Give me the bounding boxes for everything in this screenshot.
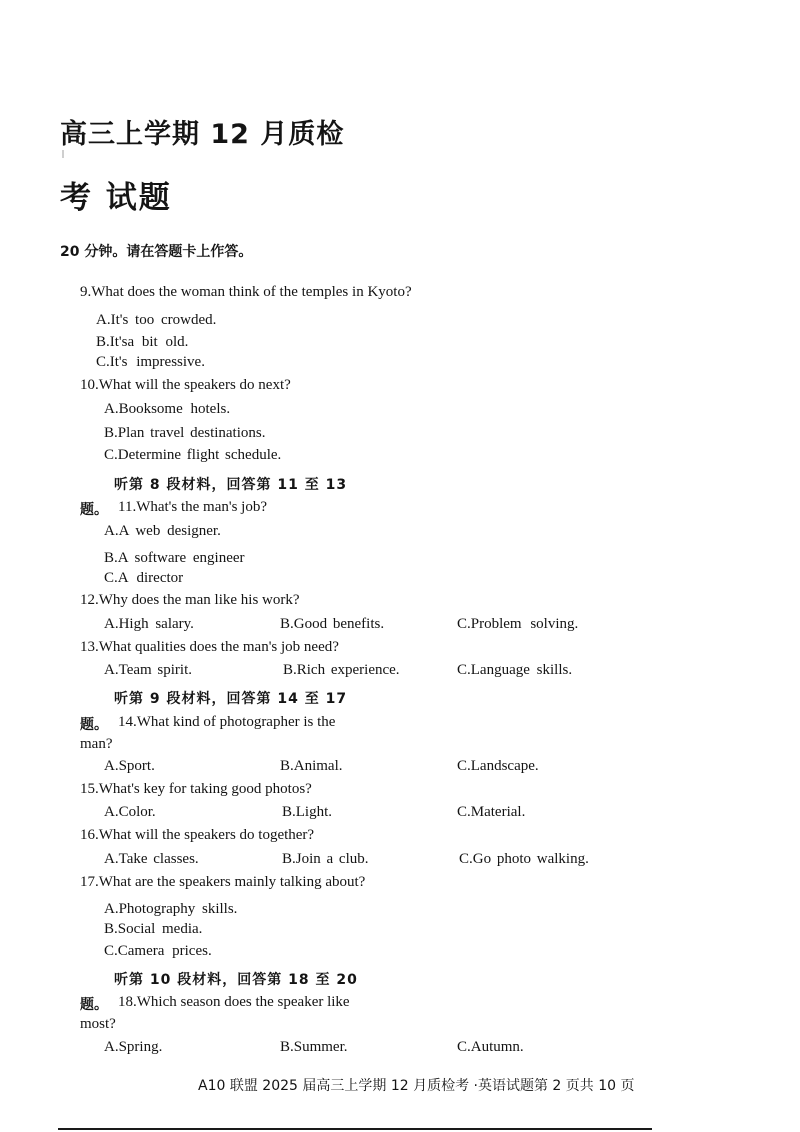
- question-16-option-c: C.Go photo walking.: [459, 851, 589, 867]
- question-10-option-c: C.Determine flight schedule.: [104, 447, 282, 463]
- question-14-option-c: C.Landscape.: [457, 758, 539, 774]
- question-12-option-c: C.Problem solving.: [457, 616, 579, 632]
- question-18-option-a: A.Spring.: [104, 1039, 163, 1055]
- question-10-stem: 10.What will the speakers do next?: [80, 377, 291, 393]
- section-8-heading: 听第 8 段材料，回答第 11 至 13: [114, 477, 348, 493]
- question-12-stem: 12.Why does the man like his work?: [80, 592, 300, 608]
- question-17-option-a: A.Photography skills.: [104, 901, 238, 917]
- question-11-prefix: 题。: [80, 502, 108, 518]
- question-14-stem-continued: man?: [80, 736, 113, 752]
- question-17-option-c: C.Camera prices.: [104, 943, 212, 959]
- bottom-divider: [58, 1128, 652, 1130]
- question-9-option-c: C.It's impressive.: [96, 354, 205, 370]
- page-title: 高三上学期 12 月质检: [60, 119, 345, 150]
- question-15-stem: 15.What's key for taking good photos?: [80, 781, 312, 797]
- question-17-option-b: B.Social media.: [104, 921, 203, 937]
- question-13-stem: 13.What qualities does the man's job need?: [80, 639, 339, 655]
- question-18-prefix: 题。: [80, 997, 108, 1013]
- question-18-option-b: B.Summer.: [280, 1039, 348, 1055]
- exam-instruction: 20 分钟。请在答题卡上作答。: [60, 244, 253, 260]
- question-14-option-a: A.Sport.: [104, 758, 155, 774]
- question-13-option-a: A.Team spirit.: [104, 662, 193, 678]
- question-12-option-a: A.High salary.: [104, 616, 194, 632]
- section-9-heading: 听第 9 段材料，回答第 14 至 17: [114, 691, 348, 707]
- scan-mark: [62, 150, 64, 158]
- question-9-option-a: A.It's too crowded.: [96, 312, 217, 328]
- question-16-option-a: A.Take classes.: [104, 851, 199, 867]
- question-18-stem: 18.Which season does the speaker like: [118, 994, 350, 1010]
- question-15-option-a: A.Color.: [104, 804, 156, 820]
- question-16-option-b: B.Join a club.: [282, 851, 369, 867]
- section-10-heading: 听第 10 段材料，回答第 18 至 20: [114, 972, 358, 988]
- question-13-option-c: C.Language skills.: [457, 662, 573, 678]
- question-18-stem-continued: most?: [80, 1016, 116, 1032]
- question-15-option-c: C.Material.: [457, 804, 526, 820]
- question-13-option-b: B.Rich experience.: [283, 662, 400, 678]
- question-16-stem: 16.What will the speakers do together?: [80, 827, 315, 843]
- question-9-option-b: B.It'sa bit old.: [96, 334, 189, 350]
- question-14-option-b: B.Animal.: [280, 758, 343, 774]
- question-10-option-b: B.Plan travel destinations.: [104, 425, 266, 441]
- question-12-option-b: B.Good benefits.: [280, 616, 385, 632]
- question-11-option-c: C.A director: [104, 570, 184, 586]
- question-15-option-b: B.Light.: [282, 804, 333, 820]
- question-10-option-a: A.Booksome hotels.: [104, 401, 231, 417]
- page-footer: A10 联盟 2025 届高三上学期 12 月质检考 ·英语试题第 2 页共 10 页: [198, 1078, 635, 1094]
- question-11-option-a: A.A web designer.: [104, 523, 221, 539]
- question-14-prefix: 题。: [80, 717, 108, 733]
- question-9-stem: 9.What does the woman think of the temples in Kyoto?: [80, 284, 412, 300]
- question-18-option-c: C.Autumn.: [457, 1039, 524, 1055]
- question-14-stem: 14.What kind of photographer is the: [118, 714, 336, 730]
- page-subtitle: 考 试题: [60, 180, 172, 216]
- question-11-option-b: B.A software engineer: [104, 550, 245, 566]
- question-17-stem: 17.What are the speakers mainly talking about?: [80, 874, 366, 890]
- question-11-stem: 11.What's the man's job?: [118, 499, 267, 515]
